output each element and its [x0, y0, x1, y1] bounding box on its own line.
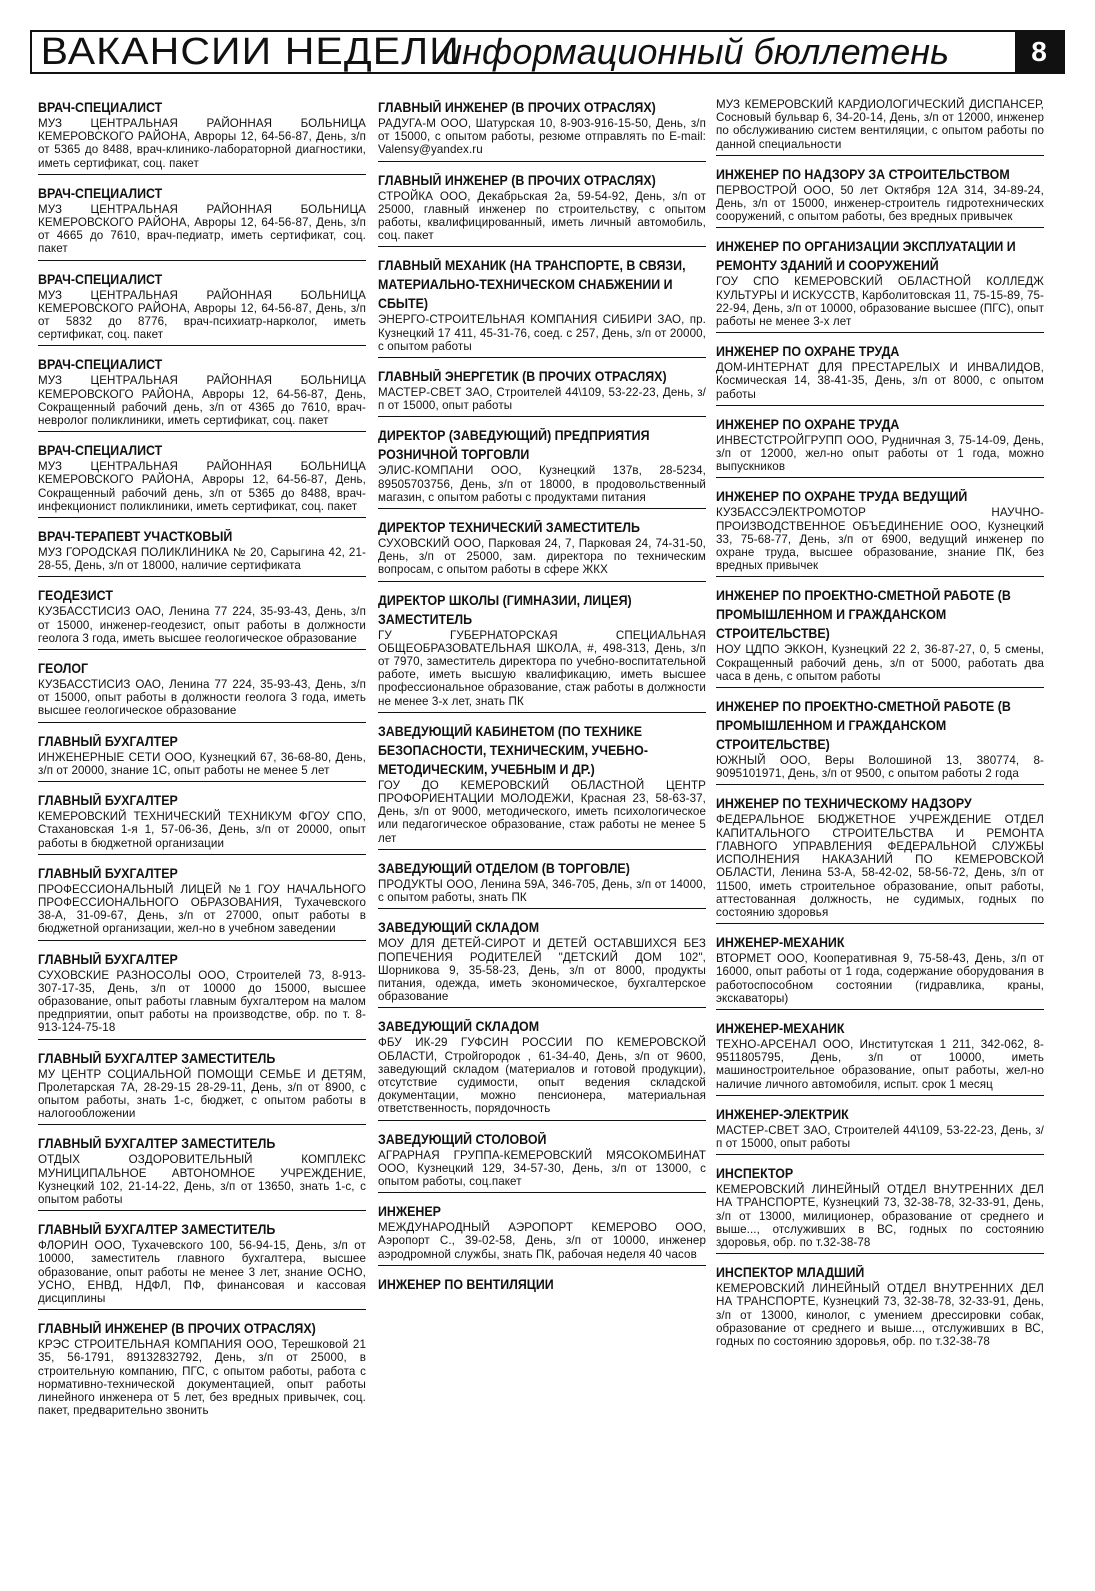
vacancy-entry: [716, 237, 1044, 333]
vacancy-entry: [716, 165, 1044, 229]
vacancy-entry: [378, 171, 706, 248]
vacancy-entry: [378, 426, 706, 509]
vacancy-title: ИНЖЕНЕР-ЭЛЕКТРИК: [716, 1106, 849, 1122]
vacancy-title: ИНСПЕКТОР МЛАДШИЙ: [716, 1265, 865, 1281]
vacancy-details: ИНЖЕНЕРНЫЕ СЕТИ ООО, Кузнецкий 67, 36-68-80, День, з/п от 20000, знание 1С, опыт работы не менее 5 лет: [38, 750, 366, 777]
vacancy-entry: [716, 1105, 1044, 1155]
vacancy-title: ЗАВЕДУЮЩИЙ СТОЛОВОЙ: [378, 1131, 547, 1147]
vacancy-details: ЮЖНЫЙ ООО, Веры Волошиной 13, 380774, 8-9095101971, День, з/п от 9500, с опытом работы 2 года: [716, 754, 1044, 781]
vacancy-entry: [38, 1319, 366, 1421]
vacancy-entry: [38, 270, 366, 347]
vacancy-details: КУЗБАССТИСИЗ ОАО, Ленина 77 224, 35-93-43, День, з/п от 15000, инженер-геодезист, опыт работы в должности геолога 3 года, иметь высшее геологическое образование: [38, 605, 366, 645]
vacancy-details: АГРАРНАЯ ГРУППА-КЕМЕРОВСКИЙ МЯСОКОМБИНАТ ООО, Кузнецкий 129, 34-57-30, День, з/п от 13000, с опытом работы, соц.пакет: [378, 1148, 706, 1188]
vacancy-title: ВРАЧ-СПЕЦИАЛИСТ: [38, 185, 163, 201]
vacancy-title: ЗАВЕДУЮЩИЙ СКЛАДОМ: [378, 1019, 540, 1035]
vacancy-entry: [716, 487, 1044, 577]
vacancy-details: ПЕРВОСТРОЙ ООО, 50 лет Октября 12А 314, 34-89-24, День, з/п от 15000, инженер-строитель гидротехнических сооружений, с опытом работы, без вредных привычек: [716, 183, 1044, 224]
vacancy-details: ГОУ СПО КЕМЕРОВСКИЙ ОБЛАСТНОЙ КОЛЛЕДЖ КУЛЬТУРЫ И ИСКУССТВ, Карболитовская 11, 75-15-89, 75-22-94, День, з/п от 10000, образование высшее (ПГС), опыт работы не менее 3-х лет: [716, 275, 1044, 329]
vacancy-entry: [378, 1130, 706, 1194]
vacancy-details: КУЗБАССТИСИЗ ОАО, Ленина 77 224, 35-93-43, День, з/п от 15000, опыт работы в должности геолога 3 года, иметь высшее геологическое образование: [38, 678, 366, 718]
vacancy-details: СУХОВСКИЙ ООО, Парковая 24, 7, Парковая 24, 74-31-50, День, з/п от 25000, зам. директора по техническим вопросам, с опытом работы в сфере ЖКХ: [378, 537, 706, 577]
vacancy-details: МУЗ ЦЕНТРАЛЬНАЯ РАЙОННАЯ БОЛЬНИЦА КЕМЕРОВСКОГО РАЙОНА, Авроры 12, 64-56-87, День, Сокращенный рабочий день, з/п от 5365 до 8488, врач-инфекционист поликлиники, иметь сертификат, соц. пакет: [38, 460, 366, 513]
column-1: [38, 98, 366, 1430]
vacancy-details: МУЗ ГОРОДСКАЯ ПОЛИКЛИНИКА № 20, Сарыгина 42, 21-28-55, День, з/п от 18000, наличие сертификата: [38, 546, 366, 573]
column-2: [378, 98, 706, 1307]
vacancy-title: ИНЖЕНЕР ПО ОРГАНИЗАЦИИ ЭКСПЛУАТАЦИИ И РЕМОНТУ ЗДАНИЙ И СООРУЖЕНИЙ: [716, 239, 1016, 274]
vacancy-title: ИНЖЕНЕР ПО ПРОЕКТНО-СМЕТНОЙ РАБОТЕ (В ПРОМЫШЛЕННОМ И ГРАЖДАНСКОМ СТРОИТЕЛЬСТВЕ): [716, 588, 1011, 642]
vacancy-title: ИНЖЕНЕР ПО НАДЗОРУ ЗА СТРОИТЕЛЬСТВОМ: [716, 166, 1010, 182]
vacancy-title: ВРАЧ-СПЕЦИАЛИСТ: [38, 443, 163, 459]
vacancy-title: ИНЖЕНЕР ПО ТЕХНИЧЕСКОМУ НАДЗОРУ: [716, 796, 972, 812]
vacancy-entry: [716, 1263, 1044, 1352]
vacancy-title: ГЕОДЕЗИСТ: [38, 588, 113, 604]
vacancy-details: МОУ ДЛЯ ДЕТЕЙ-СИРОТ И ДЕТЕЙ ОСТАВШИХСЯ БЕЗ ПОПЕЧЕНИЯ РОДИТЕЛЕЙ "ДЕТСКИЙ ДОМ 102", Шорникова 9, 35-58-23, День, з/п от 8000, продукты питания, одежда, иметь экономическое, бухгалтерское образование: [378, 937, 706, 1004]
vacancy-entry: [38, 1049, 366, 1126]
vacancy-entry: [38, 791, 366, 855]
vacancy-entry: [378, 918, 706, 1008]
vacancy-details: ВТОРМЕТ ООО, Кооперативная 9, 75-58-43, День, з/п от 16000, опыт работы от 1 года, содержание оборудования в работоспособном состоянии (гидравлика, краны, экскаваторы): [716, 952, 1044, 1005]
vacancy-title: ГЛАВНЫЙ ЭНЕРГЕТИК (В ПРОЧИХ ОТРАСЛЯХ): [378, 369, 667, 385]
vacancy-entry: [378, 1275, 706, 1298]
vacancy-details: МУЗ ЦЕНТРАЛЬНАЯ РАЙОННАЯ БОЛЬНИЦА КЕМЕРОВСКОГО РАЙОНА, Авроры 12, 64-56-87, День, з/п от 4665 до 7610, врач-педиатр, иметь сертификат, соц. пакет: [38, 202, 366, 256]
vacancy-entry: [38, 527, 366, 577]
vacancy-entry: [38, 950, 366, 1040]
vacancy-title: ЗАВЕДУЮЩИЙ СКЛАДОМ: [378, 920, 540, 936]
vacancy-details: МАСТЕР-СВЕТ ЗАО, Строителей 44\109, 53-22-23, День, з/п от 15000, опыт работы: [716, 1123, 1044, 1150]
vacancy-entry: [378, 722, 706, 850]
vacancy-details: ФБУ ИК-29 ГУФСИН РОССИИ ПО КЕМЕРОВСКОЙ ОБЛАСТИ, Стройгородок , 61-34-40, День, з/п от 9600, заведующий складом (материалов и готовой продукции), отсутствие судимости, опыт ведения складской документации, можно пенсионера, материальная ответственность, порядочность: [378, 1036, 706, 1116]
vacancy-entry: [378, 1202, 706, 1266]
vacancy-title: ВРАЧ-ТЕРАПЕВТ УЧАСТКОВЫЙ: [38, 529, 233, 545]
vacancy-title: ВРАЧ-СПЕЦИАЛИСТ: [38, 100, 163, 115]
vacancy-entry: [38, 659, 366, 723]
vacancy-details: КЕМЕРОВСКИЙ ЛИНЕЙНЫЙ ОТДЕЛ ВНУТРЕННИХ ДЕЛ НА ТРАНСПОРТЕ, Кузнецкий 73, 32-38-78, 32-33-91, День, з/п от 13000, кинолог, с умением дрессировки собак, образование от среднего и выше..., отслуживших в ВС, годных по состоянию здоровья, обр. по т.32-38-78: [716, 1282, 1044, 1348]
vacancy-title: ЗАВЕДУЮЩИЙ КАБИНЕТОМ (ПО ТЕХНИКЕ БЕЗОПАСНОСТИ, ТЕХНИЧЕСКИМ, УЧЕБНО-МЕТОДИЧЕСКИМ, УЧЕБНЫМ И ДР.): [378, 723, 648, 777]
vacancy-title: ДИРЕКТОР ШКОЛЫ (ГИМНАЗИИ, ЛИЦЕЯ) ЗАМЕСТИТЕЛЬ: [378, 592, 632, 627]
vacancy-details: МУЗ ЦЕНТРАЛЬНАЯ РАЙОННАЯ БОЛЬНИЦА КЕМЕРОВСКОГО РАЙОНА, Авроры 12, 64-56-87, День, з/п от 5832 до 8776, врач-психиатр-нарколог, иметь сертификат, соц. пакет: [38, 288, 366, 342]
vacancy-title: ИНЖЕНЕР-МЕХАНИК: [716, 1020, 845, 1036]
vacancy-title: ГЛАВНЫЙ БУХГАЛТЕР: [38, 733, 178, 749]
vacancy-details: ТЕХНО-АРСЕНАЛ ООО, Институтская 1 211, 342-062, 8-9511805795, День, з/п от 10000, иметь машиностроительное образование, опыт работы, жел-но наличие личного автомобиля, испыт. срок 1 месяц: [716, 1037, 1044, 1091]
vacancy-entry: [716, 98, 1044, 156]
vacancy-title: ЗАВЕДУЮЩИЙ ОТДЕЛОМ (В ТОРГОВЛЕ): [378, 860, 630, 876]
vacancy-entry: [378, 98, 706, 162]
vacancy-details: КЕМЕРОВСКИЙ ТЕХНИЧЕСКИЙ ТЕХНИКУМ ФГОУ СПО, Стахановская 1-я 1, 57-06-36, День, з/п от 20000, опыт работы в бюджетной организации: [38, 810, 366, 850]
vacancy-details: КУЗБАССЭЛЕКТРОМОТОР НАУЧНО-ПРОИЗВОДСТВЕННОЕ ОБЪЕДИНЕНИЕ ООО, Кузнецкий 33, 75-68-77, День, з/п от 6900, ведущий инженер по охране труда, высшее образование, знание ПК, без вредных привычек: [716, 506, 1044, 573]
vacancy-details: РАДУГА-М ООО, Шатурская 10, 8-903-916-15-50, День, з/п от 15000, с опытом работы, резюме отправлять по E-mail: Valensy@yandex.ru: [378, 117, 706, 157]
vacancy-entry: [716, 933, 1044, 1010]
vacancy-details: НОУ ЦДПО ЭККОН, Кузнецкий 22 2, 36-87-27, 0, 5 смены, Сокращенный рабочий день, з/п от 5000, работать два часа в день, с опытом работы: [716, 643, 1044, 683]
vacancy-title: ГЛАВНЫЙ БУХГАЛТЕР: [38, 793, 178, 809]
vacancy-details: КРЭС СТРОИТЕЛЬНАЯ КОМПАНИЯ ООО, Терешковой 21 35, 56-1791, 89132832792, День, з/п от 25000, в строительную компанию, ПГС, с опытом работы, работа с нормативно-технической документацией, опыт работы линейного инженера от 5 лет, без вредных привычек, соц. пакет, предварительно звонить: [38, 1338, 366, 1418]
vacancy-details: МЕЖДУНАРОДНЫЙ АЭРОПОРТ КЕМЕРОВО ООО, Аэропорт С., 39-02-58, День, з/п от 10000, инженер аэродромной службы, знать ПК, рабочая неделя 40 часов: [378, 1221, 706, 1261]
vacancy-entry: [38, 1220, 366, 1310]
vacancy-title: ИНЖЕНЕР ПО ВЕНТИЛЯЦИИ: [378, 1276, 554, 1292]
vacancy-entry: [378, 256, 706, 358]
vacancy-title: ГЛАВНЫЙ ИНЖЕНЕР (В ПРОЧИХ ОТРАСЛЯХ): [38, 1321, 316, 1337]
vacancy-entry: [378, 591, 706, 713]
bulletin-title: ВАКАНСИИ НЕДЕЛИ: [40, 31, 460, 73]
vacancy-entry: [716, 415, 1044, 479]
vacancy-title: ГЛАВНЫЙ БУХГАЛТЕР: [38, 951, 178, 967]
vacancy-title: ДИРЕКТОР (ЗАВЕДУЮЩИЙ) ПРЕДПРИЯТИЯ РОЗНИЧНОЙ ТОРГОВЛИ: [378, 428, 650, 463]
vacancy-title: ДИРЕКТОР ТЕХНИЧЕСКИЙ ЗАМЕСТИТЕЛЬ: [378, 520, 640, 536]
vacancy-title: ГЕОЛОГ: [38, 661, 89, 677]
vacancy-entry: [716, 697, 1044, 785]
vacancy-details: ДОМ-ИНТЕРНАТ ДЛЯ ПРЕСТАРЕЛЫХ И ИНВАЛИДОВ, Космическая 14, 38-41-35, День, з/п от 8000, с опытом работы: [716, 361, 1044, 401]
vacancy-details: МАСТЕР-СВЕТ ЗАО, Строителей 44\109, 53-22-23, День, з/п от 15000, опыт работы: [378, 386, 706, 413]
vacancy-entry: [378, 518, 706, 582]
vacancy-title: ГЛАВНЫЙ БУХГАЛТЕР ЗАМЕСТИТЕЛЬ: [38, 1222, 276, 1238]
vacancy-title: ИНЖЕНЕР: [378, 1204, 441, 1220]
vacancy-title: ИНЖЕНЕР-МЕХАНИК: [716, 935, 845, 951]
vacancy-entry: [38, 98, 366, 175]
column-3: [716, 98, 1044, 1361]
vacancy-details: ОТДЫХ ОЗДОРОВИТЕЛЬНЫЙ КОМПЛЕКС МУНИЦИПАЛЬНОЕ АВТОНОМНОЕ УЧРЕЖДЕНИЕ, Кузнецкий 102, 21-14-22, День, з/п от 13650, знать 1-с, с опытом работы: [38, 1153, 366, 1206]
bulletin-subtitle: информационный бюллетень: [442, 31, 950, 72]
page-header: [30, 30, 1065, 74]
vacancy-title: ИНЖЕНЕР ПО ПРОЕКТНО-СМЕТНОЙ РАБОТЕ (В ПРОМЫШЛЕННОМ И ГРАЖДАНСКОМ СТРОИТЕЛЬСТВЕ): [716, 699, 1011, 753]
vacancy-details: МУЗ КЕМЕРОВСКИЙ КАРДИОЛОГИЧЕСКИЙ ДИСПАНСЕР, Сосновый бульвар 6, 34-20-14, День, з/п от 12000, инженер по обслуживанию систем вентиляции, с опытом работы по данной специальности: [716, 98, 1044, 151]
vacancy-entry: [716, 1019, 1044, 1096]
vacancy-title: ИНЖЕНЕР ПО ОХРАНЕ ТРУДА ВЕДУЩИЙ: [716, 489, 968, 505]
vacancy-entry: [716, 1164, 1044, 1254]
vacancy-entry: [38, 1134, 366, 1211]
vacancy-details: СТРОЙКА ООО, Декабрьская 2а, 59-54-92, День, з/п от 25000, главный инженер по строительству, с опытом работы, квалифицированный, иметь личный автомобиль, соц. пакет: [378, 189, 706, 243]
vacancy-entry: [378, 1017, 706, 1120]
vacancy-title: ГЛАВНЫЙ ИНЖЕНЕР (В ПРОЧИХ ОТРАСЛЯХ): [378, 100, 656, 115]
vacancy-title: ГЛАВНЫЙ БУХГАЛТЕР ЗАМЕСТИТЕЛЬ: [38, 1136, 276, 1152]
vacancy-entry: [38, 864, 366, 941]
vacancy-title: ГЛАВНЫЙ БУХГАЛТЕР: [38, 865, 178, 881]
vacancy-entry: [38, 732, 366, 782]
vacancy-title: ГЛАВНЫЙ МЕХАНИК (НА ТРАНСПОРТЕ, В СВЯЗИ, МАТЕРИАЛЬНО-ТЕХНИЧЕСКОМ СНАБЖЕНИИ И СБЫТЕ): [378, 258, 686, 312]
vacancy-title: ИНЖЕНЕР ПО ОХРАНЕ ТРУДА: [716, 344, 900, 360]
vacancy-entry: [716, 794, 1044, 924]
vacancy-title: ГЛАВНЫЙ БУХГАЛТЕР ЗАМЕСТИТЕЛЬ: [38, 1050, 276, 1066]
vacancy-details: ФЕДЕРАЛЬНОЕ БЮДЖЕТНОЕ УЧРЕЖДЕНИЕ ОТДЕЛ КАПИТАЛЬНОГО СТРОИТЕЛЬСТВА И РЕМОНТА ГЛАВНОГО УПРАВЛЕНИЯ ФЕДЕРАЛЬНОЙ СЛУЖБЫ ИСПОЛНЕНИЯ НАКАЗАНИЙ ПО КЕМЕРОВСКОЙ ОБЛАСТИ, Ленина 53-А, 58-42-02, 58-56-72, День, з/п от 11500, иметь строительное образование, опыт работы, аттестованная должность, не судимых, годных по состоянию здоровья: [716, 813, 1044, 919]
vacancy-details: ГУ ГУБЕРНАТОРСКАЯ СПЕЦИАЛЬНАЯ ОБЩЕОБРАЗОВАТЕЛЬНАЯ ШКОЛА, #, 498-313, День, з/п от 7970, заместитель директора по учебно-воспитательной работе, иметь высшую квалификацию, иметь высшее профессиональное образование, стаж работы в должности не менее 3-х лет, знать ПК: [378, 628, 706, 708]
vacancy-details: ПРОФЕССИОНАЛЬНЫЙ ЛИЦЕЙ №1 ГОУ НАЧАЛЬНОГО ПРОФЕССИОНАЛЬНОГО ОБРАЗОВАНИЯ, Тухачевского 38-А, 31-09-67, День, з/п от 27000, опыт работы в бюджетной организации, жел-но в учебном заведении: [38, 882, 366, 936]
vacancy-entry: [378, 859, 706, 909]
vacancy-entry: [38, 355, 366, 432]
vacancy-entry: [38, 441, 366, 518]
vacancy-details: КЕМЕРОВСКИЙ ЛИНЕЙНЫЙ ОТДЕЛ ВНУТРЕННИХ ДЕЛ НА ТРАНСПОРТЕ, Кузнецкий 73, 32-38-78, 32-33-91, День, з/п от 13000, милиционер, образование от среднего и выше..., отслуживших в ВС, годных по состоянию здоровья, обр. по т.32-38-78: [716, 1183, 1044, 1249]
vacancy-details: ГОУ ДО КЕМЕРОВСКИЙ ОБЛАСТНОЙ ЦЕНТР ПРОФОРИЕНТАЦИИ МОЛОДЕЖИ, Красная 23, 58-63-37, День, з/п от 9000, методического, иметь психологическое или педагогическое образование, стаж работы не менее 5 лет: [378, 778, 706, 845]
vacancy-entry: [378, 367, 706, 417]
vacancy-details: ЭЛИС-КОМПАНИ ООО, Кузнецкий 137в, 28-5234, 89505703756, День, з/п от 18000, в продовольственный магазин, с опытом работы с продуктами питания: [378, 464, 706, 504]
vacancy-entry: [38, 184, 366, 261]
vacancy-details: СУХОВСКИЕ РАЗНОСОЛЫ ООО, Строителей 73, 8-913-307-17-35, День, з/п от 10000 до 15000, высшее образование, опыт работы главным бухгалтером на малом предприятии, опыт работы на производстве, обр. по т. 8-913-124-75-18: [38, 968, 366, 1035]
vacancy-details: ПРОДУКТЫ ООО, Ленина 59А, 346-705, День, з/п от 14000, с опытом работы, знать ПК: [378, 877, 706, 905]
vacancy-title: ВРАЧ-СПЕЦИАЛИСТ: [38, 271, 163, 287]
vacancy-title: ИНЖЕНЕР ПО ОХРАНЕ ТРУДА: [716, 416, 900, 432]
vacancy-title: ГЛАВНЫЙ ИНЖЕНЕР (В ПРОЧИХ ОТРАСЛЯХ): [378, 172, 656, 188]
vacancy-details: МУ ЦЕНТР СОЦИАЛЬНОЙ ПОМОЩИ СЕМЬЕ И ДЕТЯМ, Пролетарская 7А, 28-29-15 28-29-11, День, з/п от 8900, с опытом работы, знать 1-с, бюджет, с опытом работы в налогообложении: [38, 1067, 366, 1121]
vacancy-title: ВРАЧ-СПЕЦИАЛИСТ: [38, 357, 163, 373]
vacancy-details: ФЛОРИН ООО, Тухачевского 100, 56-94-15, День, з/п от 10000, заместитель главного бухгалтера, высшее образование, опыт работы не менее 3 лет, знание ОСНО, УСНО, ЕНВД, НДФЛ, ПФ, финансовая и кассовая дисциплины: [38, 1239, 366, 1305]
vacancy-details: МУЗ ЦЕНТРАЛЬНАЯ РАЙОННАЯ БОЛЬНИЦА КЕМЕРОВСКОГО РАЙОНА, Авроры 12, 64-56-87, День, Сокращенный рабочий день, з/п от 4365 до 7610, врач-невролог поликлиники, иметь сертификат, соц. пакет: [38, 374, 366, 428]
vacancy-details: ИНВЕСТСТРОЙГРУПП ООО, Рудничная 3, 75-14-09, День, з/п от 12000, жел-но опыт работы от 1 года, можно выпускников: [716, 433, 1044, 474]
vacancy-entry: [716, 342, 1044, 406]
vacancy-title: ИНСПЕКТОР: [716, 1166, 794, 1182]
vacancy-entry: [38, 586, 366, 650]
vacancy-details: МУЗ ЦЕНТРАЛЬНАЯ РАЙОННАЯ БОЛЬНИЦА КЕМЕРОВСКОГО РАЙОНА, Авроры 12, 64-56-87, День, з/п от 5365 до 8488, врач-клинико-лабораторной диагностики, иметь сертификат, соц. пакет: [38, 117, 366, 170]
page-number: 8: [1015, 32, 1063, 72]
vacancy-details: ЭНЕРГО-СТРОИТЕЛЬНАЯ КОМПАНИЯ СИБИРИ ЗАО, пр. Кузнецкий 17 411, 45-31-76, соед. с 257, День, з/п от 20000, с опытом работы: [378, 313, 706, 353]
vacancy-entry: [716, 586, 1044, 688]
